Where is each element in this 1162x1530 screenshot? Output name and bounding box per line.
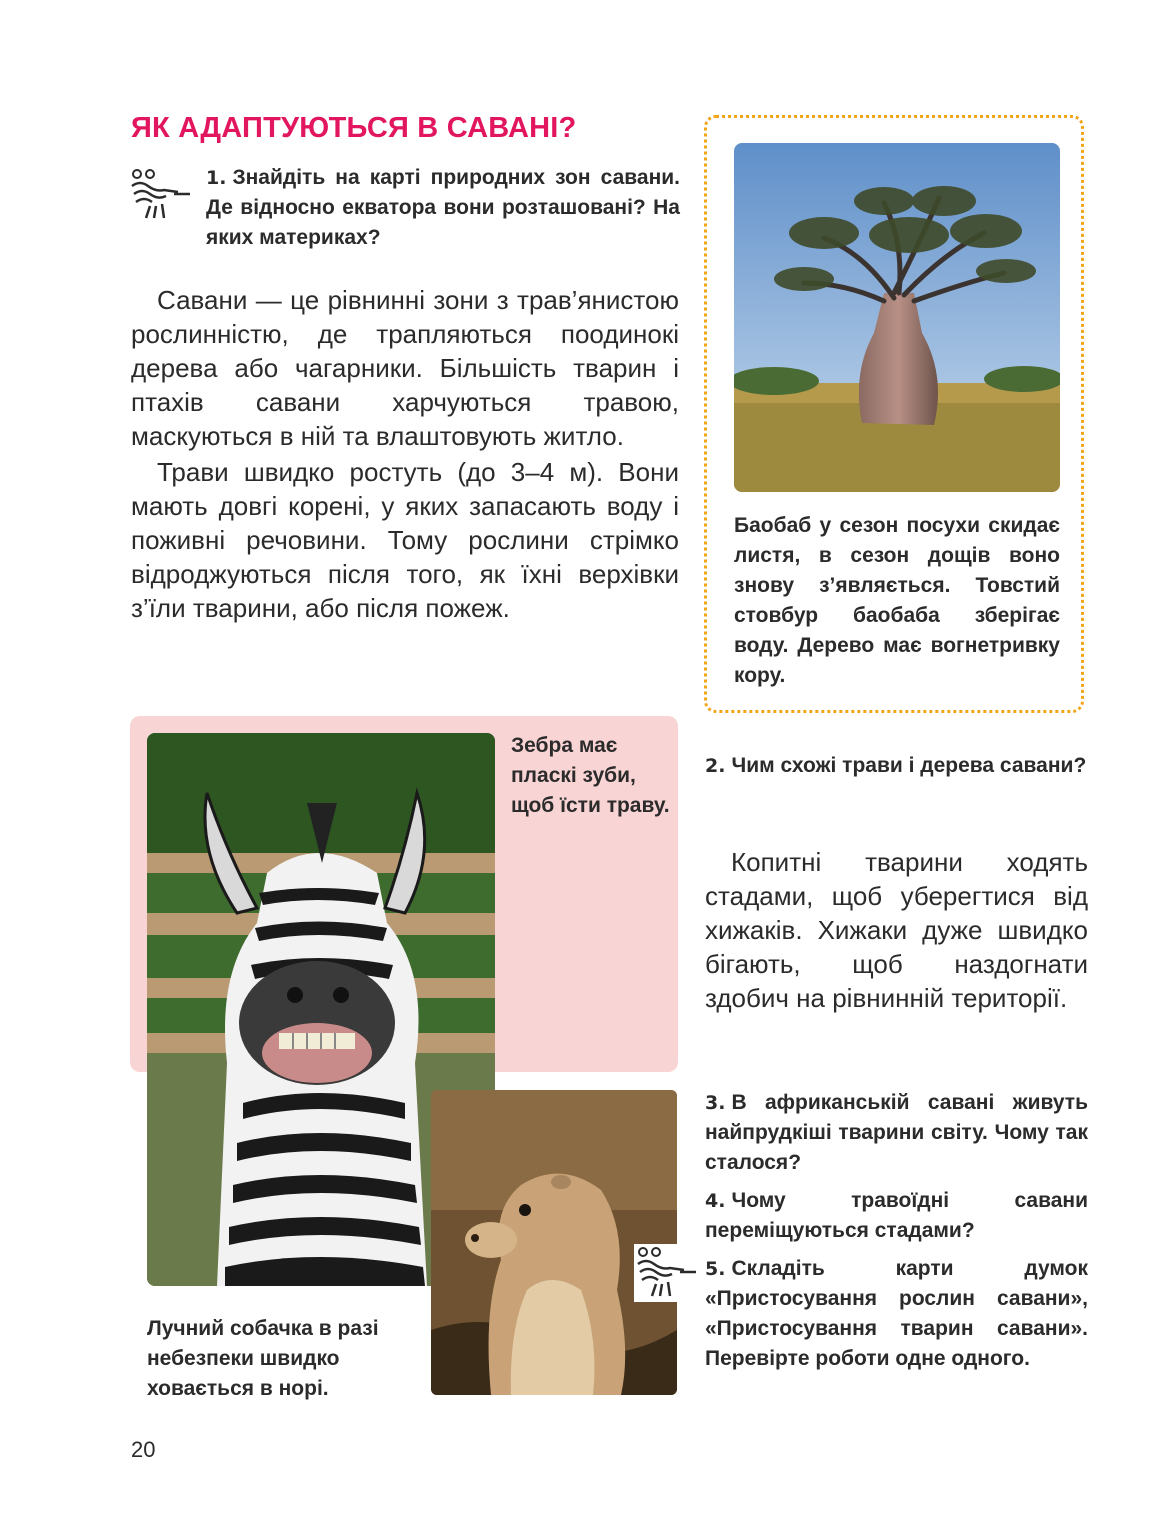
- task-2-text: Чим схожі трави і дерева савани?: [731, 754, 1087, 777]
- task-5: [705, 1254, 1088, 1374]
- paragraph-savanna-definition: Савани — це рівнинні зони з трав’янистою рослинністю, де трапляються поодинокі дерева або чагарники. Більшість тварин і птахів савани харчуються травою, маскуються в ній та влаштовують житло.: [131, 285, 679, 451]
- pair-work-icon: [636, 1246, 698, 1304]
- task-3-text: В африканській савані живуть найпрудкіші тварини світу. Чому так сталося?: [705, 1091, 1088, 1174]
- task-1: [206, 163, 680, 253]
- page-number: 20: [131, 1437, 156, 1462]
- task-1-number: 1.: [206, 167, 227, 189]
- baobab-photo: [734, 143, 1060, 492]
- page-title: ЯК АДАПТУЮТЬСЯ В САВАНІ?: [131, 112, 577, 144]
- task-4: [705, 1186, 1088, 1246]
- paragraph-herds: Копитні тварини ходять стадами, щоб уберегтися від хижаків. Хижаки дуже швидко бігають, щоб наздогнати здобич на рівнинній території.: [705, 847, 1088, 1013]
- task-1-text: Знайдіть на карті природних зон савани. Де відносно екватора вони розташовані? На яких материках?: [206, 166, 680, 249]
- task-3-number: 3.: [705, 1092, 726, 1114]
- task-2-number: 2.: [705, 755, 726, 777]
- baobab-caption: Баобаб у сезон посухи скидає листя, в сезон дощів воно знову з’являється. Товстий стовбур баобаба зберігає воду. Дерево має вогнетривку кору.: [734, 514, 1060, 687]
- intro-text: [131, 283, 679, 627]
- task-5-number: 5.: [705, 1258, 726, 1280]
- paragraph-grasses: Трави швидко ростуть (до 3–4 м). Вони мають довгі корені, у яких запасають воду і поживні речовини. Тому рослини стрімко відроджуються після того, як їхні верхівки з’їли тварини, або після пожеж.: [131, 457, 679, 623]
- prairie-dog-caption: Лучний собачка в разі небезпеки швидко ховається в норі.: [147, 1317, 379, 1400]
- task-5-text: Складіть карти думок «Пристосування рослин савани», «Пристосування тварин савани». Перевірте роботи одне одного.: [705, 1257, 1088, 1370]
- pair-work-icon: [130, 168, 192, 226]
- task-3: [705, 1088, 1088, 1178]
- hoofed-animals-text: [705, 845, 1088, 1017]
- zebra-caption: Зебра має пласкі зуби, щоб їсти траву.: [511, 734, 670, 817]
- task-4-number: 4.: [705, 1190, 726, 1212]
- task-4-text: Чому травоїдні савани переміщуються стадами?: [705, 1189, 1088, 1242]
- task-2: [705, 751, 1088, 781]
- prairie-dog-photo: [431, 1090, 677, 1395]
